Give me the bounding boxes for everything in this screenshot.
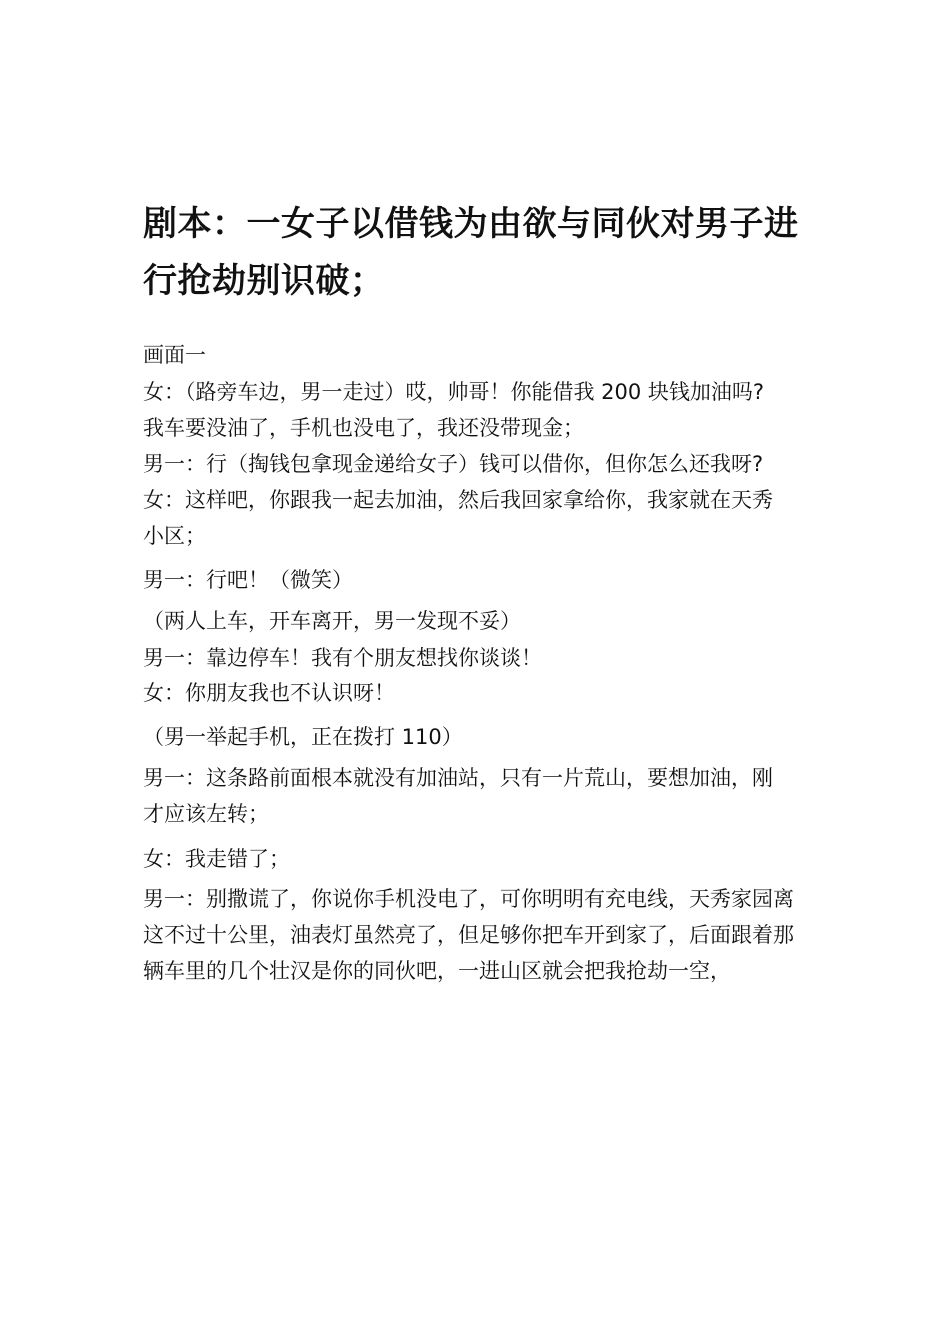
document-title: 剧本：一女子以借钱为由欲与同伙对男子进行抢劫别识破； (143, 204, 799, 301)
script-line: 男一：靠边停车！我有个朋友想找你谈谈！ (143, 646, 542, 670)
script-line: 小区； (143, 524, 206, 548)
script-line-stage-direction: （男一举起手机，正在拨打 110） (143, 725, 463, 749)
script-line-stage-direction: （两人上车，开车离开，男一发现不妥） (143, 609, 521, 633)
script-line: 男一：行吧！（微笑） (143, 568, 353, 592)
script-line: 这不过十公里，油表灯虽然亮了，但足够你把车开到家了，后面跟着那 (143, 923, 794, 947)
script-line: 女：这样吧，你跟我一起去加油，然后我回家拿给你，我家就在天秀 (143, 488, 773, 512)
script-line: 辆车里的几个壮汉是你的同伙吧，一进山区就会把我抢劫一空， (143, 959, 731, 983)
script-line: 男一：别撒谎了，你说你手机没电了，可你明明有充电线，天秀家园离 (143, 887, 794, 911)
script-line: 女：（路旁车边，男一走过）哎，帅哥！你能借我 200 块钱加油吗? (143, 380, 765, 404)
script-line: 女：我走错了； (143, 847, 290, 871)
script-line-scene-heading: 画面一 (143, 343, 206, 367)
script-line: 女：你朋友我也不认识呀！ (143, 681, 395, 705)
script-line: 才应该左转； (143, 802, 269, 826)
script-line: 男一：行（掏钱包拿现金递给女子）钱可以借你，但你怎么还我呀? (143, 452, 764, 476)
script-line: 男一：这条路前面根本就没有加油站，只有一片荒山，要想加油，刚 (143, 766, 773, 790)
script-line: 我车要没油了，手机也没电了，我还没带现金； (143, 416, 584, 440)
